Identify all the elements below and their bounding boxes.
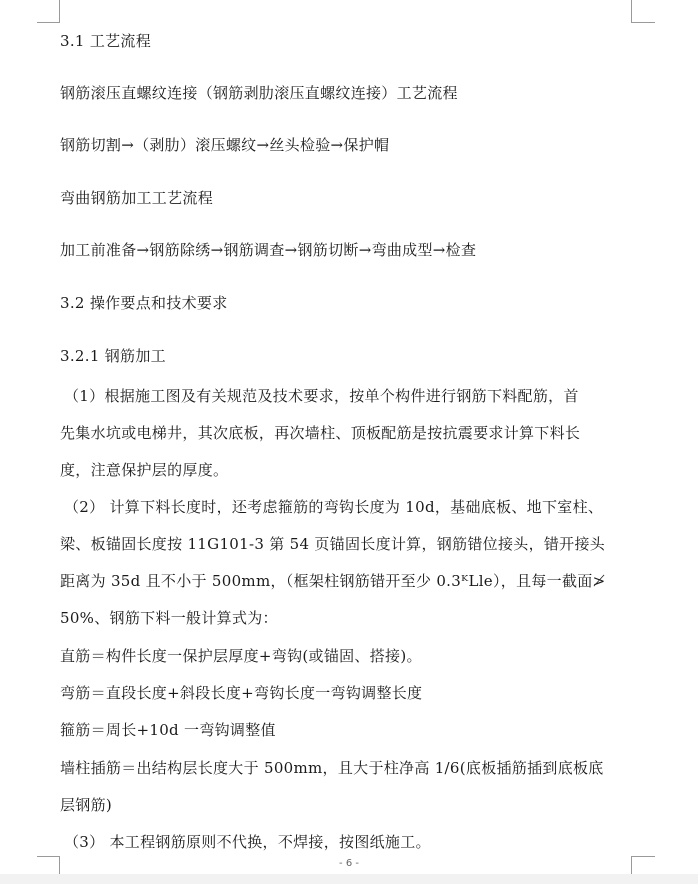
crop-mark-top-right-h: [631, 22, 655, 23]
crop-mark-bottom-right-h: [631, 856, 655, 857]
text-line: 弯曲钢筋加工工艺流程: [60, 189, 214, 207]
crop-mark-bottom-left-h: [37, 856, 60, 857]
paragraph-3-line: （3） 本工程钢筋原则不代换，不焊接，按图纸施工。: [64, 833, 431, 851]
heading-3-2: 3.2 操作要点和技术要求: [60, 294, 228, 312]
page-bottom-gap: [0, 874, 698, 884]
paragraph-1-line: 先集水坑或电梯井，其次底板，再次墙柱、顶板配筋是按抗震要求计算下料长: [60, 424, 581, 442]
page-number: - 6 -: [339, 858, 359, 869]
heading-3-2-1: 3.2.1 钢筋加工: [60, 347, 166, 365]
paragraph-2-line: （2） 计算下料长度时，还考虑箍筋的弯钩长度为 10d，基础底板、地下室柱、: [64, 498, 604, 516]
paragraph-2-line: 距离为 35d 且不小于 500mm，（框架柱钢筋错开至少 0.3ᴷLle），且每一截面≯: [60, 572, 606, 590]
text-line: 加工前准备→钢筋除绣→钢筋调查→钢筋切断→弯曲成型→检查: [60, 241, 477, 259]
formula-line: 箍筋＝周长+10d 一弯钩调整值: [60, 721, 276, 739]
heading-3-1: 3.1 工艺流程: [60, 32, 152, 50]
text-line: 钢筋滚压直螺纹连接（钢筋剥肋滚压直螺纹连接）工艺流程: [60, 84, 458, 102]
formula-line: 弯筋＝直段长度+斜段长度+弯钩长度一弯钩调整长度: [60, 684, 423, 702]
paragraph-2-line: 梁、板锚固长度按 11G101-3 第 54 页锚固长度计算，钢筋错位接头，错开接头: [60, 535, 606, 553]
paragraph-2-line: 50%、钢筋下料一般计算式为：: [60, 609, 278, 627]
crop-mark-top-right: [631, 0, 632, 22]
formula-line: 墙柱插筋＝出结构层长度大于 500mm，且大于柱净高 1/6(底板插筋插到底板底: [60, 759, 604, 777]
formula-line: 直筋＝构件长度一保护层厚度+弯钩(或锚固、搭接)。: [60, 647, 422, 665]
paragraph-1-line: 度，注意保护层的厚度。: [60, 461, 229, 479]
paragraph-1-line: （1）根据施工图及有关规范及技术要求，按单个构件进行钢筋下料配筋，首: [64, 387, 579, 405]
crop-mark-top-left-h: [37, 22, 60, 23]
text-line: 钢筋切割→（剥肋）滚压螺纹→丝头检验→保护帽: [60, 136, 390, 154]
crop-mark-top-left: [59, 0, 60, 22]
formula-line: 层钢筋): [60, 796, 113, 814]
